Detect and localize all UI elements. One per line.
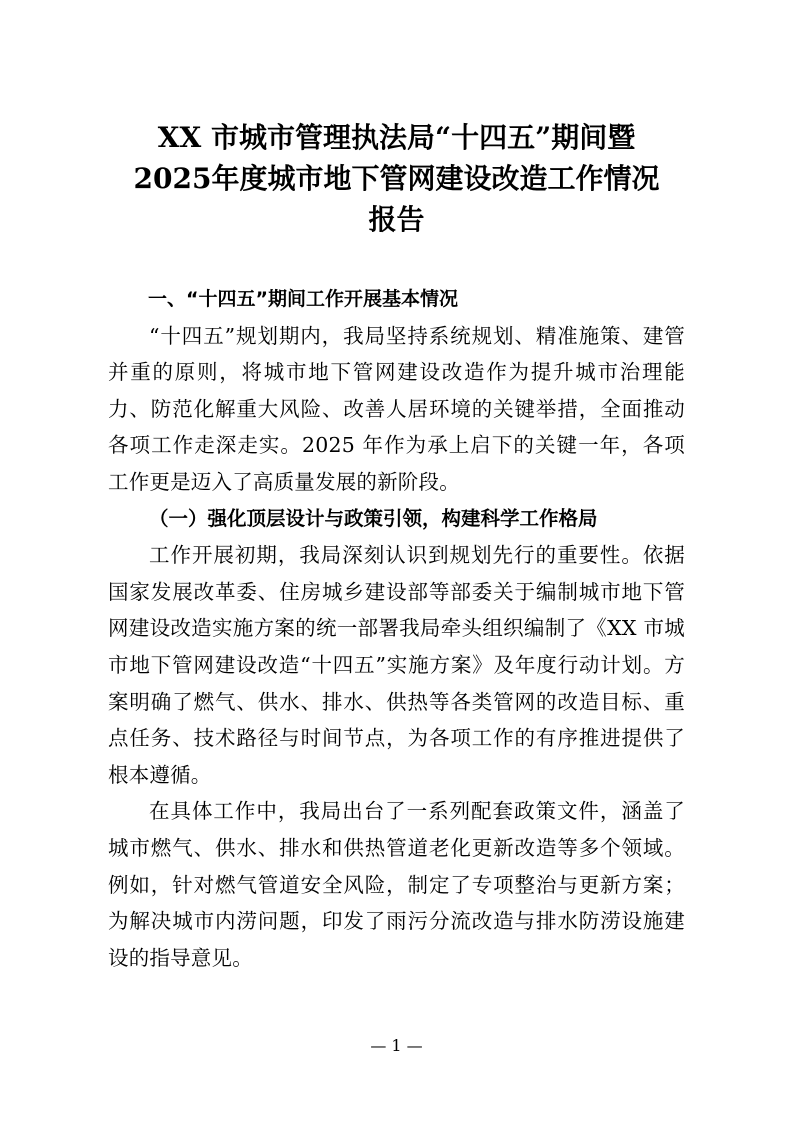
subsection-paragraph-1: 工作开展初期，我局深刻认识到规划先行的重要性。依据国家发展改革委、住房城乡建设部等部委关于编制城市地下管网建设改造实施方案的统一部署我局牵头组织编制了《XX 市城市地下管网建设改造“十四五”实施方案》及年度行动计划。方案明确了燃气、供水、排水、供热等各类管网的改造目标、重点任务、技术路径与时间节点，为各项工作的有序推进提供了根本遵循。 <box>108 543 685 787</box>
section-paragraph: “十四五”规划期内，我局坚持系统规划、精准施策、建管并重的原则，将城市地下管网建设改造作为提升城市治理能力、防范化解重大风险、改善人居环境的关键举措，全面推动各项工作走深走实。2025 年作为承上启下的关键一年，各项工作更是迈入了高质量发展的新阶段。 <box>108 323 685 494</box>
subsection-paragraph-2: 在具体工作中，我局出台了一系列配套政策文件，涵盖了城市燃气、供水、排水和供热管道老化更新改造等多个领域。例如，针对燃气管道安全风险，制定了专项整治与更新方案；为解决城市内涝问题，印发了雨污分流改造与排水防涝设施建设的指导意见。 <box>108 799 685 970</box>
document-title <box>60 117 733 240</box>
title-line-2: 2025年度城市地下管网建设改造工作情况 <box>133 162 660 195</box>
title-line-3: 报告 <box>368 203 425 236</box>
page-number: — 1 — <box>370 1036 423 1055</box>
subsection-heading: （一）强化顶层设计与政策引领，构建科学工作格局 <box>149 506 598 530</box>
document-body <box>108 281 685 976</box>
section-heading: 一、“十四五”期间工作开展基本情况 <box>148 288 458 310</box>
title-line-1: XX 市城市管理执法局“十四五”期间暨 <box>157 121 636 154</box>
